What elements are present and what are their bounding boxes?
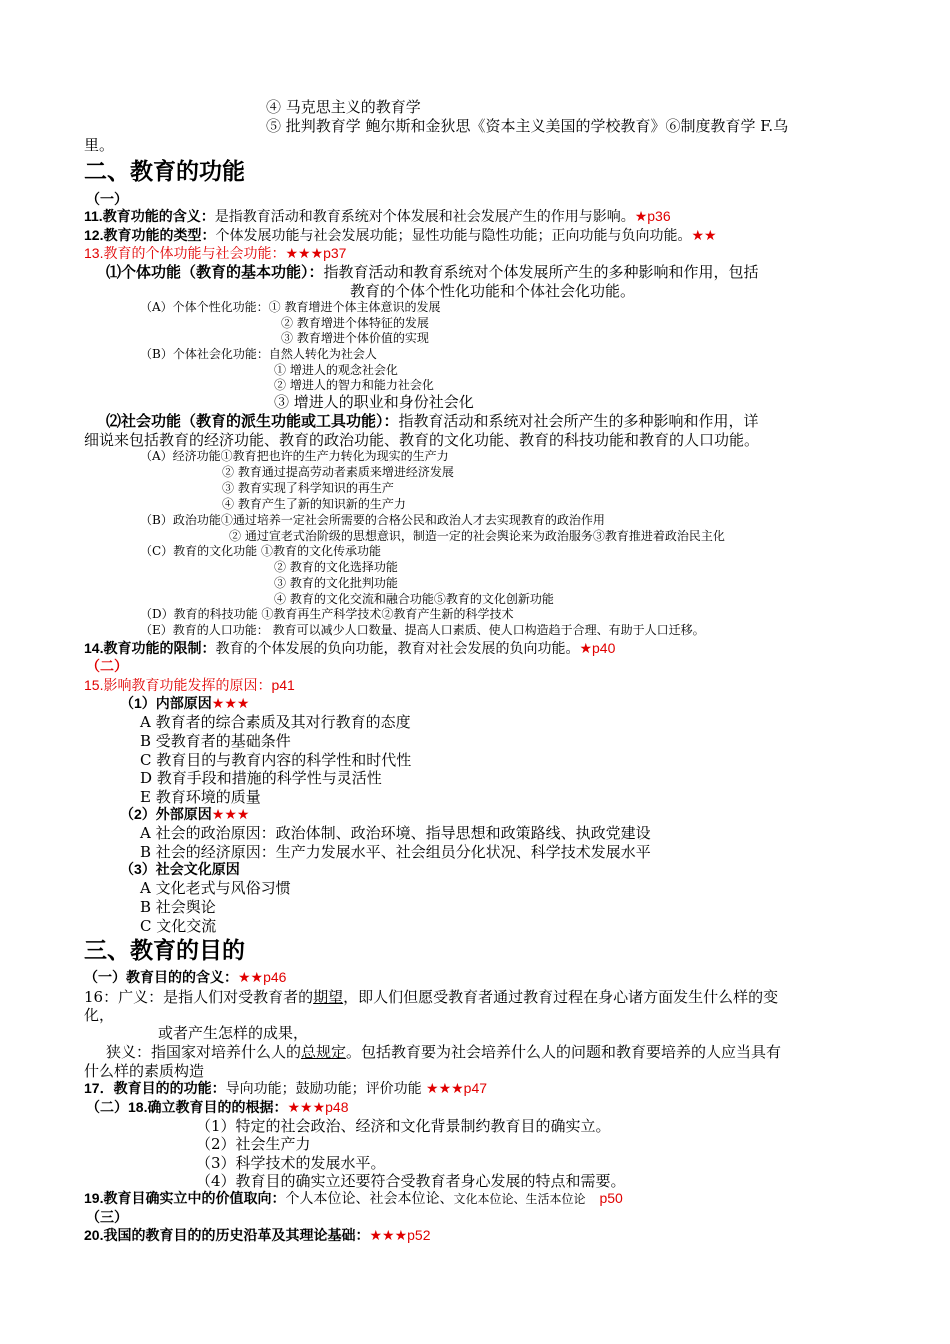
external-causes-label: （2）外部原因 xyxy=(120,806,212,822)
cultural-cause-b: B 社会舆论 xyxy=(140,898,216,916)
item-16-broad-b: ，即人们但愿受教育者通过教育过程在身心诸方面发生什么样的变 xyxy=(343,988,779,1006)
internal-causes-heading xyxy=(120,695,249,714)
subsection-marker-1: （一） xyxy=(86,191,128,207)
economic-function-line-1: （A）经济功能①教育把也许的生产力转化为现实的生产力 xyxy=(140,449,449,463)
aim-basis-4: （4）教育目的确实立还要符合受教育者身心发展的特点和需要。 xyxy=(196,1172,626,1190)
item-14-text: 教育的个体发展的负向功能，教育对社会发展的负向功能。 xyxy=(215,641,580,657)
cultural-cause-c: C 文化交流 xyxy=(140,917,217,935)
social-function xyxy=(106,412,759,431)
item-16-narrow-a: 狭义：指国家对培养什么人的 xyxy=(106,1043,302,1061)
aim-meaning xyxy=(84,969,286,988)
personalization-line-1: （A）个体个性化功能：① 教育增进个体主体意识的发展 xyxy=(140,300,441,314)
aim-meaning-label: （一）教育目的的含义： xyxy=(84,969,238,985)
aim-basis-2: （2）社会生产力 xyxy=(196,1135,311,1153)
social-function-text: 指教育活动和系统对社会所产生的多种影响和作用，详 xyxy=(398,412,759,430)
individual-function-label: ⑴个体功能（教育的基本功能）： xyxy=(106,264,324,281)
item-13: 13.教育的个体功能与社会功能：★★★p37 xyxy=(84,245,347,261)
section-heading-education-function: 二、教育的功能 xyxy=(84,158,245,185)
individual-function-text-cont: 教育的个体个性化功能和个体社会化功能。 xyxy=(350,282,636,300)
item-17 xyxy=(84,1080,487,1099)
critical-pedagogy-line: ⑤ 批判教育学 鲍尔斯和金狄思《资本主义美国的学校教育》⑥制度教育学 F.乌 xyxy=(266,117,789,135)
item-16-narrow-underlined: 总规定 xyxy=(301,1043,347,1061)
internal-causes-stars: ★★★ xyxy=(211,695,250,711)
item-16-narrow xyxy=(106,1043,781,1061)
aim-meaning-mark: ★★p46 xyxy=(238,969,287,985)
social-function-label: ⑵社会功能（教育的派生功能或工具功能）： xyxy=(106,413,399,430)
item-15: 15.影响教育功能发挥的原因：p41 xyxy=(84,677,295,693)
internal-cause-c: C 教育目的与教育内容的科学性和时代性 xyxy=(140,751,412,769)
item-19-small-text: 文化本位论、生活本位论 xyxy=(453,1192,586,1206)
internal-causes-label: （1）内部原因 xyxy=(120,695,212,711)
individual-function xyxy=(106,263,759,282)
item-16-broad-underlined: 期望 xyxy=(313,988,344,1006)
item-20-label: 20.我国的教育目的的历史沿革及其理论基础： xyxy=(84,1227,370,1243)
cultural-function-line-2: ② 教育的文化选择功能 xyxy=(274,560,398,574)
item-16-broad xyxy=(84,988,778,1006)
item-16-broad-a: 16：广义：是指人们对受教育者的 xyxy=(84,988,314,1006)
item-16-broad-cont-2: 或者产生怎样的成果， xyxy=(158,1024,309,1042)
item-14-mark: ★p40 xyxy=(579,640,616,656)
section-heading-education-aim: 三、教育的目的 xyxy=(84,937,245,964)
technology-function-line: （D）教育的科技功能 ①教育再生产科学技术②教育产生新的科学技术 xyxy=(140,607,514,621)
item-12-text: 个体发展功能与社会发展功能；显性功能与隐性功能；正向功能与负向功能。 xyxy=(215,228,692,244)
economic-function-line-4: ④ 教育产生了新的知识新的生产力 xyxy=(222,497,406,511)
item-11-label: 11.教育功能的含义： xyxy=(84,208,215,224)
item-16-narrow-b: 。包括教育要为社会培养什么人的问题和教育要培养的人应当具有 xyxy=(346,1043,782,1061)
subsection-marker-2: （二） xyxy=(86,658,128,674)
marxist-pedagogy-line: ④ 马克思主义的教育学 xyxy=(266,98,421,116)
item-19 xyxy=(84,1190,623,1209)
political-function-line-1: （B）政治功能①通过培养一定社会所需要的合格公民和政治人才去实现教育的政治作用 xyxy=(140,513,605,527)
individual-function-text: 指教育活动和教育系统对个体发展所产生的多种影响和作用，包括 xyxy=(323,263,759,281)
cultural-function-line-1: （C）教育的文化功能 ①教育的文化传承功能 xyxy=(140,544,381,558)
item-12 xyxy=(84,227,717,246)
item-17-mark: ★★★p47 xyxy=(426,1080,488,1096)
socialization-line-3: ② 增进人的智力和能力社会化 xyxy=(274,378,434,392)
external-cause-a: A 社会的政治原因：政治体制、政治环境、指导思想和政策路线、执政党建设 xyxy=(140,824,651,842)
external-cause-b: B 社会的经济原因：生产力发展水平、社会组员分化状况、科学技术发展水平 xyxy=(140,843,651,861)
internal-cause-b: B 受教育者的基础条件 xyxy=(140,732,291,750)
item-18-mark: ★★★p48 xyxy=(287,1099,349,1115)
item-19-text: 个人本位论、社会本位论、 xyxy=(285,1191,454,1207)
item-20 xyxy=(84,1227,430,1246)
item-19-mark: p50 xyxy=(599,1190,623,1206)
political-function-line-2: ② 通过宣老式治阶级的思想意识，制造一定的社会舆论来为政治服务③教育推进着政治民主化 xyxy=(229,529,725,543)
item-19-label: 19.教育目确实立中的价值取向： xyxy=(84,1190,286,1206)
item-14-label: 14.教育功能的限制： xyxy=(84,640,216,656)
item-11 xyxy=(84,208,671,227)
aim-basis-1: （1）特定的社会政治、经济和文化背景制约教育目的确实立。 xyxy=(196,1117,611,1135)
socialization-line-2: ① 增进人的观念社会化 xyxy=(274,363,398,377)
external-causes-heading xyxy=(120,806,249,825)
socialization-line-1: （B）个体社会化功能：自然人转化为社会人 xyxy=(140,347,377,361)
item-12-mark: ★★ xyxy=(691,227,717,243)
cultural-causes-heading: （3）社会文化原因 xyxy=(120,861,240,877)
internal-cause-a: A 教育者的综合素质及其对行教育的态度 xyxy=(140,713,411,731)
economic-function-line-2: ② 教育通过提高劳动者素质来增进经济发展 xyxy=(222,465,454,479)
internal-cause-d: D 教育手段和措施的科学性与灵活性 xyxy=(140,769,382,787)
item-20-mark: ★★★p52 xyxy=(369,1227,431,1243)
internal-cause-e: E 教育环境的质量 xyxy=(140,788,261,806)
item-11-mark: ★p36 xyxy=(634,208,671,224)
personalization-line-2: ② 教育增进个体特征的发展 xyxy=(281,316,429,330)
item-17-label: 17．教育目的的功能： xyxy=(84,1080,226,1096)
critical-pedagogy-line-cont: 里。 xyxy=(84,136,115,154)
external-causes-stars: ★★★ xyxy=(211,806,250,822)
personalization-line-3: ③ 教育增进个体价值的实现 xyxy=(281,331,429,345)
item-16-broad-cont: 化， xyxy=(84,1006,115,1024)
item-12-label: 12.教育功能的类型： xyxy=(84,227,216,243)
item-14 xyxy=(84,640,615,659)
item-18-label: （二）18.确立教育目的的根据： xyxy=(86,1099,288,1115)
item-16-narrow-cont: 什么样的素质构造 xyxy=(84,1062,205,1080)
cultural-cause-a: A 文化老式与风俗习惯 xyxy=(140,879,291,897)
social-function-text-cont: 细说来包括教育的经济功能、教育的政治功能、教育的文化功能、教育的科技功能和教育的人口功能。 xyxy=(84,431,760,449)
cultural-function-line-4: ④ 教育的文化交流和融合功能⑤教育的文化创新功能 xyxy=(274,592,554,606)
population-function-line: （E）教育的人口功能： 教育可以减少人口数量、提高人口素质、使人口构造趋于合理、有助于人口迁移。 xyxy=(140,623,705,637)
item-18 xyxy=(86,1099,348,1118)
aim-basis-3: （3）科学技术的发展水平。 xyxy=(196,1154,386,1172)
cultural-function-line-3: ③ 教育的文化批判功能 xyxy=(274,576,398,590)
item-11-text: 是指教育活动和教育系统对个体发展和社会发展产生的作用与影响。 xyxy=(214,209,635,225)
subsection-marker-3: （三） xyxy=(86,1209,128,1225)
socialization-line-4: ③ 增进人的职业和身份社会化 xyxy=(274,393,474,411)
economic-function-line-3: ③ 教育实现了科学知识的再生产 xyxy=(222,481,394,495)
item-17-text: 导向功能；鼓励功能；评价功能 xyxy=(225,1081,427,1097)
